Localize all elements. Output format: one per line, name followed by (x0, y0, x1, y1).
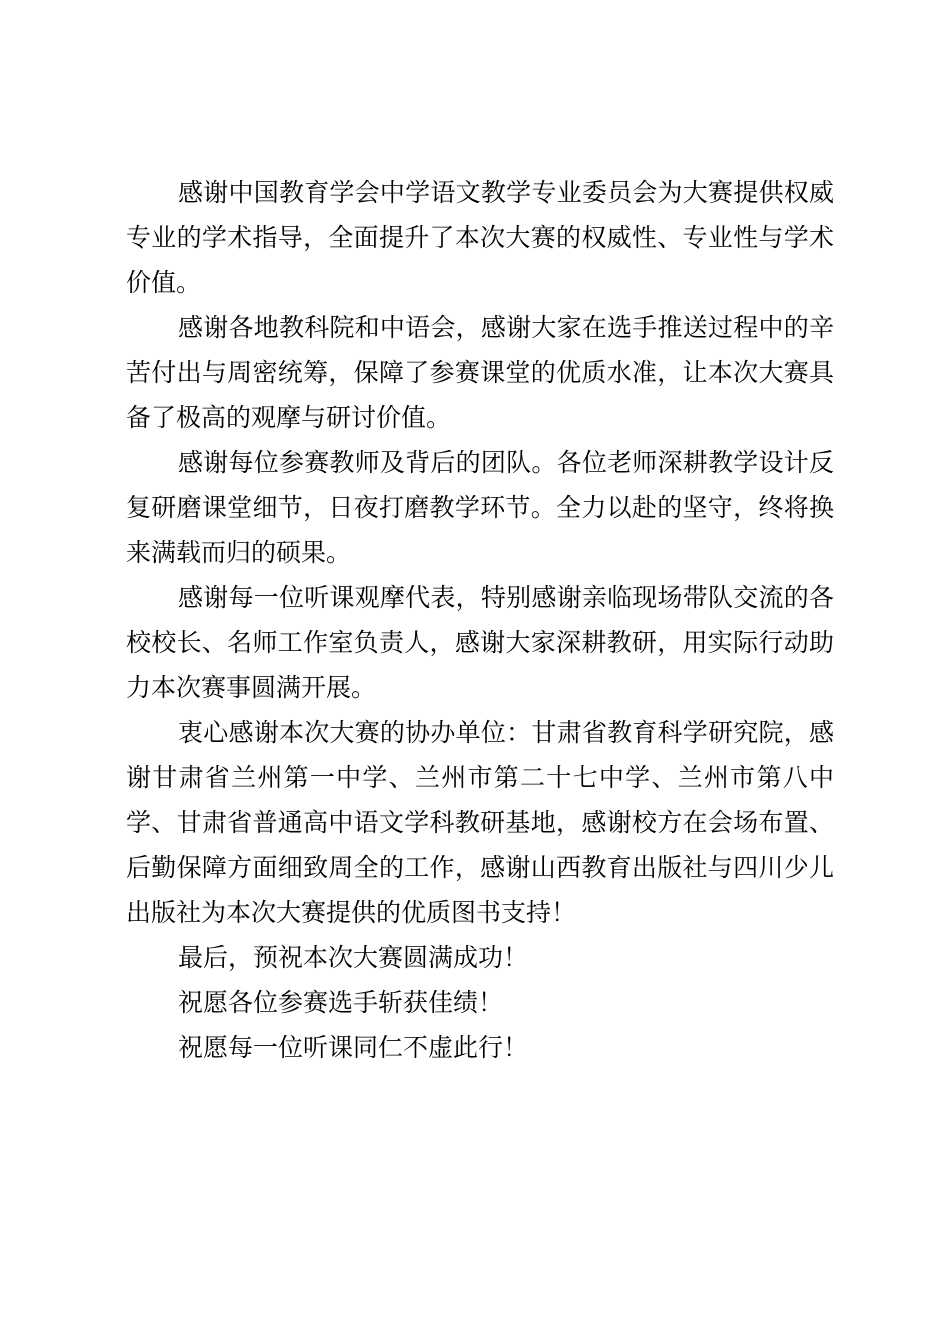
paragraph-thanks-co-organizers: 衷心感谢本次大赛的协办单位：甘肃省教育科学研究院，感谢甘肃省兰州第一中学、兰州市第二十七中学、兰州市第八中学、甘肃省普通高中语文学科教研基地，感谢校方在会场布置、后勤保障方面细致周全的工作，感谢山西教育出版社与四川少儿出版社为本次大赛提供的优质图书支持！ (126, 718, 834, 927)
paragraph-thanks-committee: 感谢中国教育学会中学语文教学专业委员会为大赛提供权威专业的学术指导，全面提升了本次大赛的权威性、专业性与学术价值。 (126, 178, 834, 297)
paragraph-thanks-observers: 感谢每一位听课观摩代表，特别感谢亲临现场带队交流的各校校长、名师工作室负责人，感谢大家深耕教研，用实际行动助力本次赛事圆满开展。 (126, 583, 834, 702)
paragraph-thanks-institutes: 感谢各地教科院和中语会，感谢大家在选手推送过程中的辛苦付出与周密统筹，保障了参赛课堂的优质水准，让本次大赛具备了极高的观摩与研讨价值。 (126, 313, 834, 432)
document-body (126, 170, 834, 1070)
paragraph-wish-success: 最后，预祝本次大赛圆满成功！ (178, 943, 529, 972)
paragraph-thanks-teachers: 感谢每位参赛教师及背后的团队。各位老师深耕教学设计反复研磨课堂细节，日夜打磨教学环节。全力以赴的坚守，终将换来满载而归的硕果。 (126, 448, 834, 567)
paragraph-wish-audience: 祝愿每一位听课同仁不虚此行！ (178, 1033, 529, 1062)
paragraph-wish-contestants: 祝愿各位参赛选手斩获佳绩！ (178, 988, 504, 1017)
